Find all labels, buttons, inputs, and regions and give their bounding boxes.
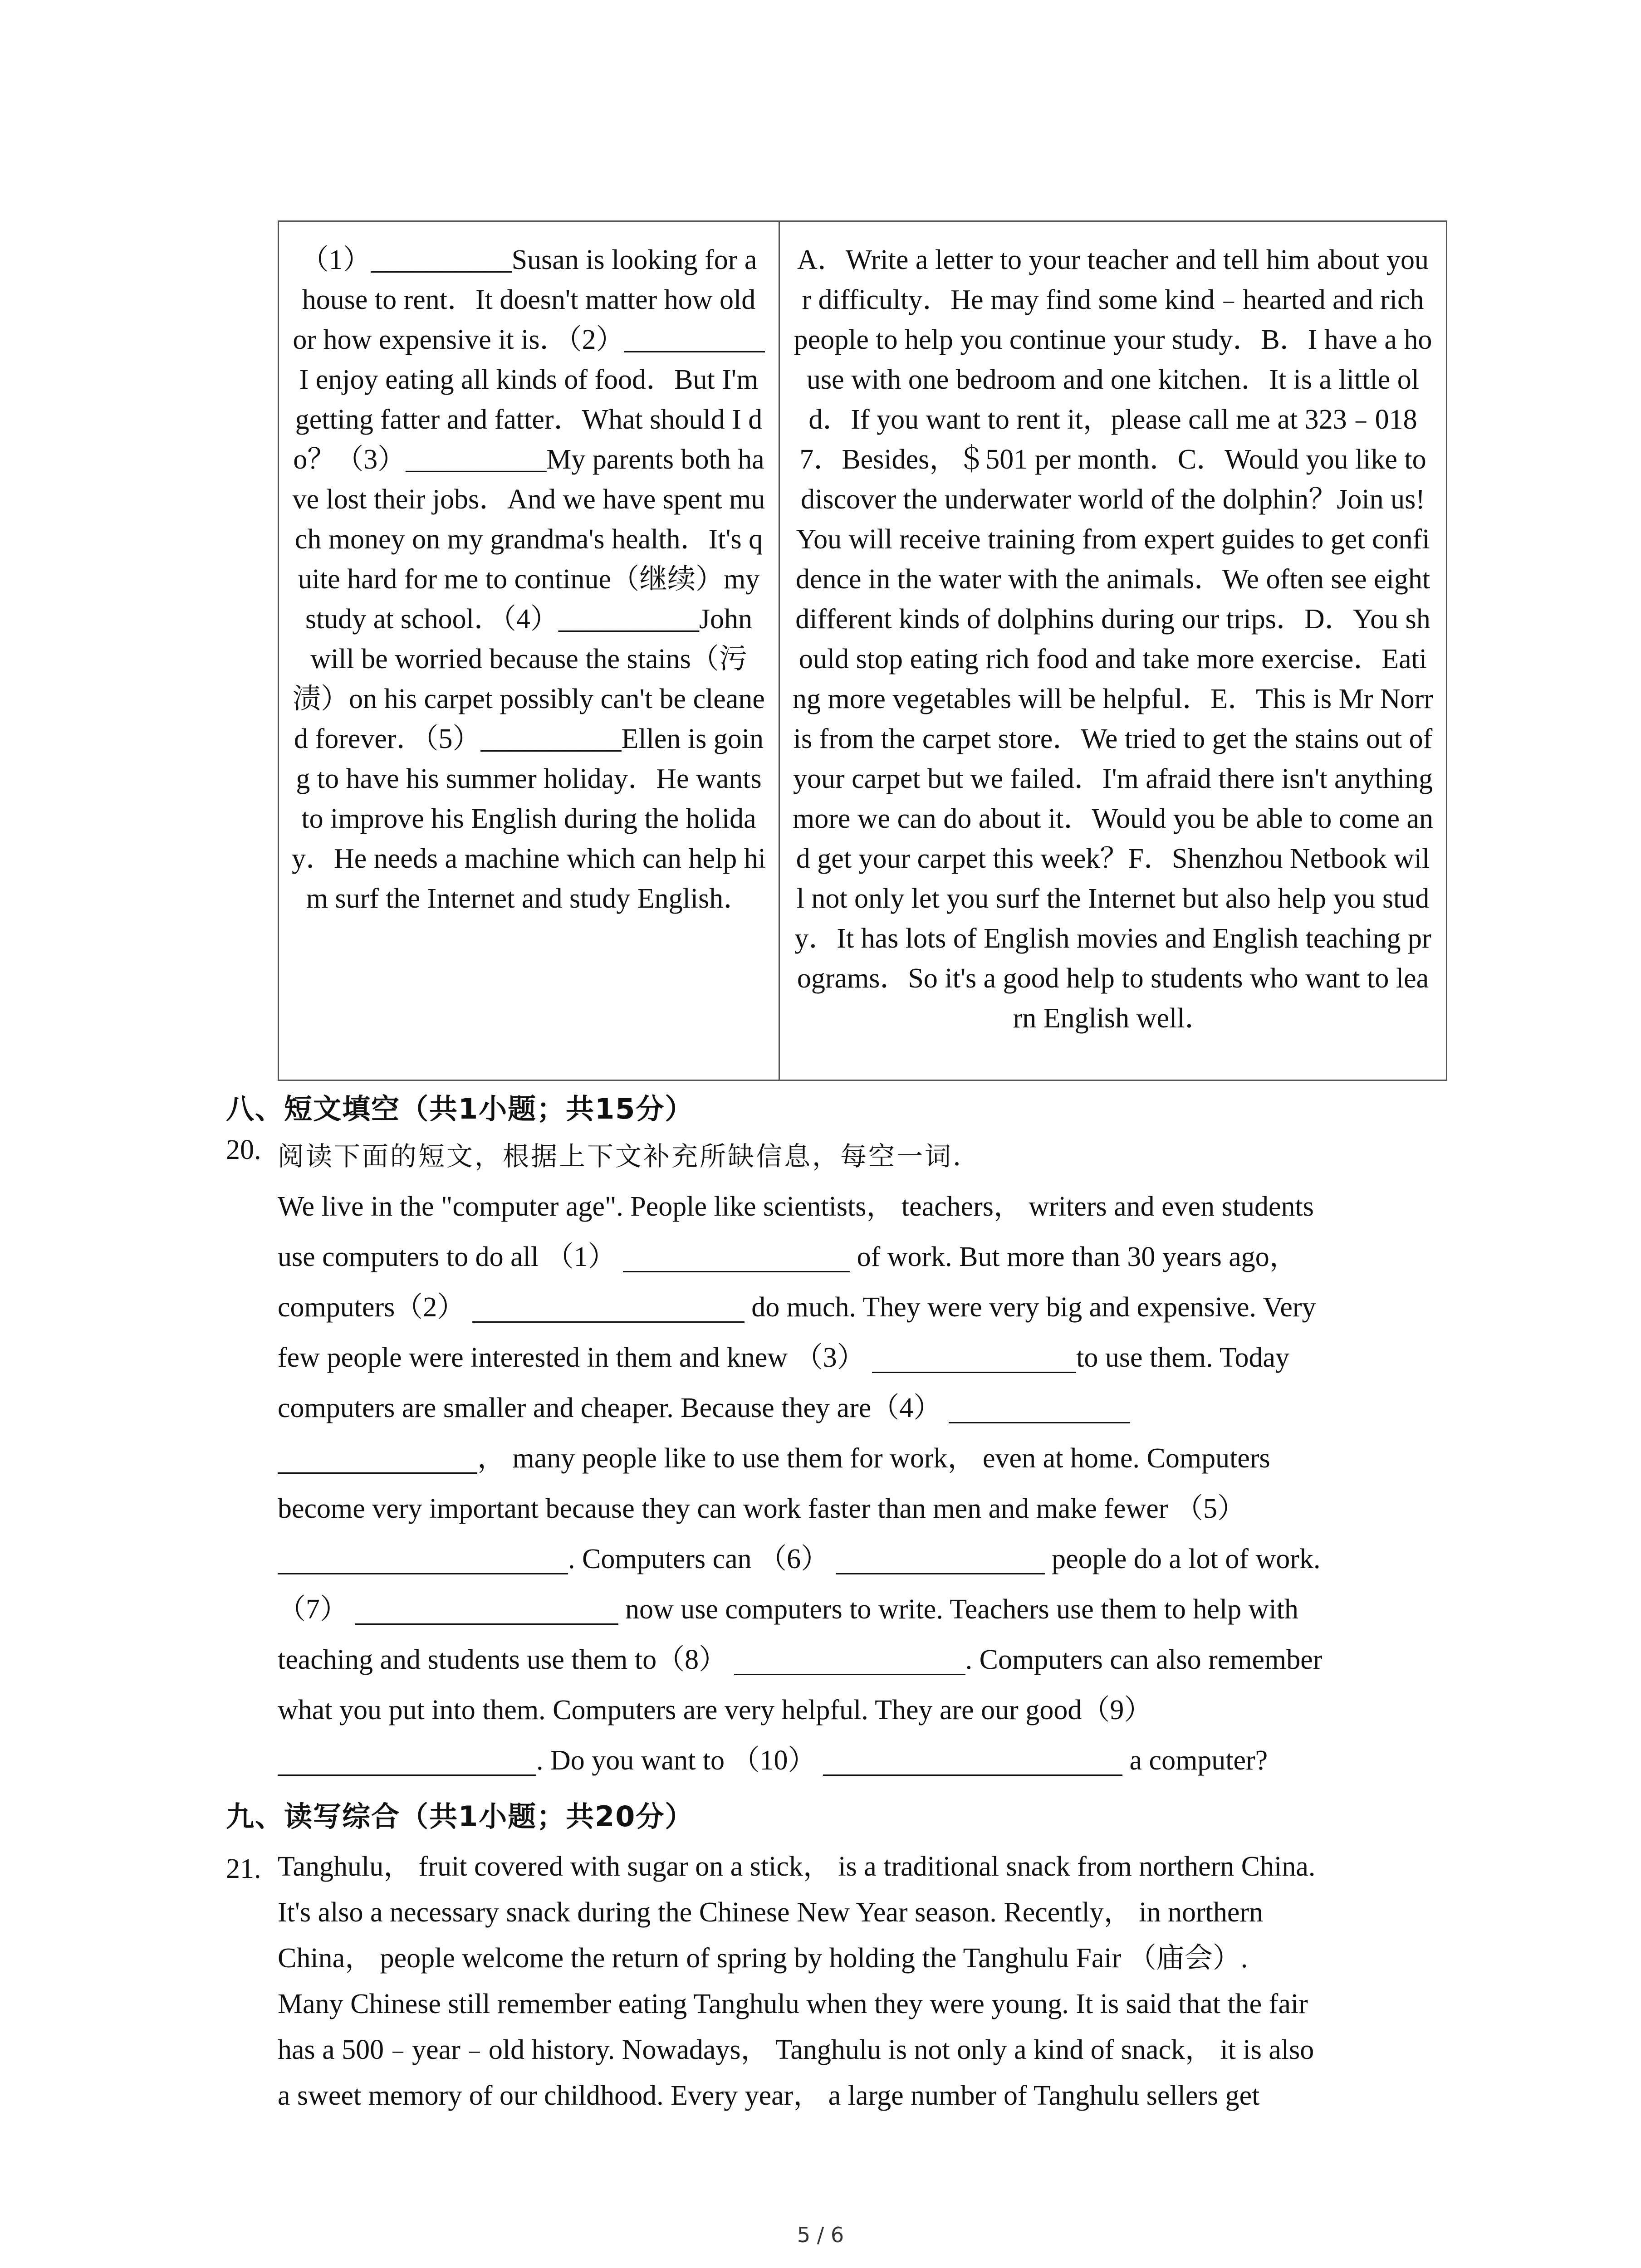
passage-text: become very important because they can work faster than men and make fewer （5） — [278, 1493, 1245, 1524]
passage-line: a sweet memory of our childhood. Every year， a large number of Tanghulu sellers get — [278, 2080, 1260, 2111]
page-number: 5 / 6 — [797, 2223, 844, 2247]
passage-text: ， many people like to use them for work， even at home. Computers — [477, 1443, 1270, 1474]
question-20-passage — [278, 1182, 1457, 1786]
matching-right-cell — [779, 221, 1447, 1080]
passage-line: China， people welcome the return of spring by holding the Tanghulu Fair （庙会）. — [278, 1943, 1248, 1974]
passage-text: . Computers can （6） — [568, 1544, 829, 1574]
passage-line — [278, 1282, 1457, 1333]
passage-line — [278, 1182, 1457, 1232]
passage-line — [278, 1685, 1457, 1735]
blank-9[interactable] — [278, 1743, 536, 1776]
passage-line — [278, 1433, 1457, 1484]
passage-line: Many Chinese still remember eating Tanghulu when they were young. It is said that the fair — [278, 1989, 1308, 2019]
passage-text: now use computers to write. Teachers use them to help with — [618, 1594, 1298, 1625]
passage-line: Tanghulu， fruit covered with sugar on a stick， is a traditional snack from northern China. — [278, 1851, 1316, 1882]
blank-4b[interactable] — [278, 1441, 477, 1474]
passage-text: . Do you want to （10） — [536, 1745, 816, 1776]
passage-line: has a 500﹣year﹣old history. Nowadays， Tanghulu is not only a kind of snack， it is also — [278, 2034, 1314, 2065]
passage-text: computers are smaller and cheaper. Because they are（4） — [278, 1393, 942, 1423]
passage-line: It's also a necessary snack during the Chinese New Year season. Recently， in northern — [278, 1897, 1263, 1928]
blank-5[interactable] — [278, 1541, 568, 1574]
question-21-number: 21. — [226, 1853, 261, 1884]
passage-line — [278, 1333, 1457, 1383]
passage-text: computers（2） — [278, 1292, 465, 1323]
blank-2[interactable] — [472, 1290, 745, 1323]
question-21-passage — [278, 1844, 1457, 2119]
blank-3[interactable] — [872, 1340, 1076, 1373]
passage-text: a computer? — [1122, 1745, 1268, 1776]
passage-text: use computers to do all （1） — [278, 1242, 616, 1272]
passage-text: to use them. Today — [1076, 1342, 1289, 1373]
blank-1[interactable] — [623, 1239, 850, 1272]
left-cell-text: （1）__________Susan is looking for a house to rent．It doesn't matter how old or how expensive it is．（2）__________I enjoy eating all kinds of food．But I'm getting fatter and fatter．What should I do？（3）__________My parents both have lost their jobs．And we have spent much money on my grandma's health．It's quite hard for me to continue（继续）my study at school．（4）__________John will be worried because the stains（污渍）on his carpet possibly can't be cleaned forever．（5）__________Ellen is going to have his summer holiday．He wants to improve his English during the holiday．He needs a machine which can help him surf the Internet and study English． — [292, 244, 769, 914]
passage-text: teaching and students use them to（8） — [278, 1644, 727, 1675]
matching-table — [278, 220, 1447, 1081]
matching-left-cell — [279, 221, 779, 1080]
blank-10[interactable] — [823, 1743, 1122, 1776]
passage-text: （7） — [278, 1594, 348, 1625]
passage-line — [278, 1383, 1457, 1433]
passage-text: few people were interested in them and knew （3） — [278, 1342, 865, 1373]
passage-line — [278, 1635, 1457, 1685]
blank-8[interactable] — [734, 1642, 965, 1675]
question-20-number: 20. — [226, 1134, 261, 1165]
passage-line — [278, 1534, 1457, 1584]
right-cell-text: A．Write a letter to your teacher and tell him about your difficulty．He may find some kind﹣hearted and rich people to help you continue your study．B．I have a house with one bedroom and one kitchen．It is a little old．If you want to rent it，please call me at 323﹣0187．Besides，＄501 per month．C．Would you like to discover the underwater world of the dolphin？Join us!You will receive training from expert guides to get confidence in the water with the animals．We often see eight different kinds of dolphins during our trips．D．You should stop eating rich food and take more exercise．Eating more vegetables will be helpful．E．This is Mr Norris from the carpet store．We tried to get the stains out of your carpet but we failed．I'm afraid there isn't anything more we can do about it．Would you be able to come and get your carpet this week？F．Shenzhou Netbook will not only let you surf the Internet but also help you study．It has lots of English movies and English teaching programs．So it's a good help to students who want to learn English well． — [793, 244, 1440, 1034]
passage-text: people do a lot of work. — [1044, 1544, 1321, 1574]
blank-4a[interactable] — [949, 1390, 1130, 1423]
passage-line — [278, 1735, 1457, 1786]
section-9-heading: 九、读写综合（共1小题；共20分） — [226, 1800, 694, 1833]
passage-line — [278, 1584, 1457, 1635]
question-20-instruction: 阅读下面的短文，根据上下文补充所缺信息，每空一词． — [278, 1141, 981, 1172]
passage-line — [278, 1232, 1457, 1282]
passage-text: . Computers can also remember — [965, 1644, 1323, 1675]
section-8-heading: 八、短文填空（共1小题；共15分） — [226, 1092, 694, 1125]
passage-text: do much. They were very big and expensive. Very — [744, 1292, 1316, 1323]
passage-text: what you put into them. Computers are very helpful. They are our good（9） — [278, 1695, 1152, 1725]
passage-text: of work. But more than 30 years ago， — [850, 1242, 1298, 1272]
blank-7[interactable] — [355, 1592, 618, 1625]
passage-text: We live in the "computer age". People like scientists， teachers， writers and even students — [278, 1191, 1314, 1222]
passage-line — [278, 1484, 1457, 1534]
blank-6[interactable] — [836, 1541, 1045, 1574]
